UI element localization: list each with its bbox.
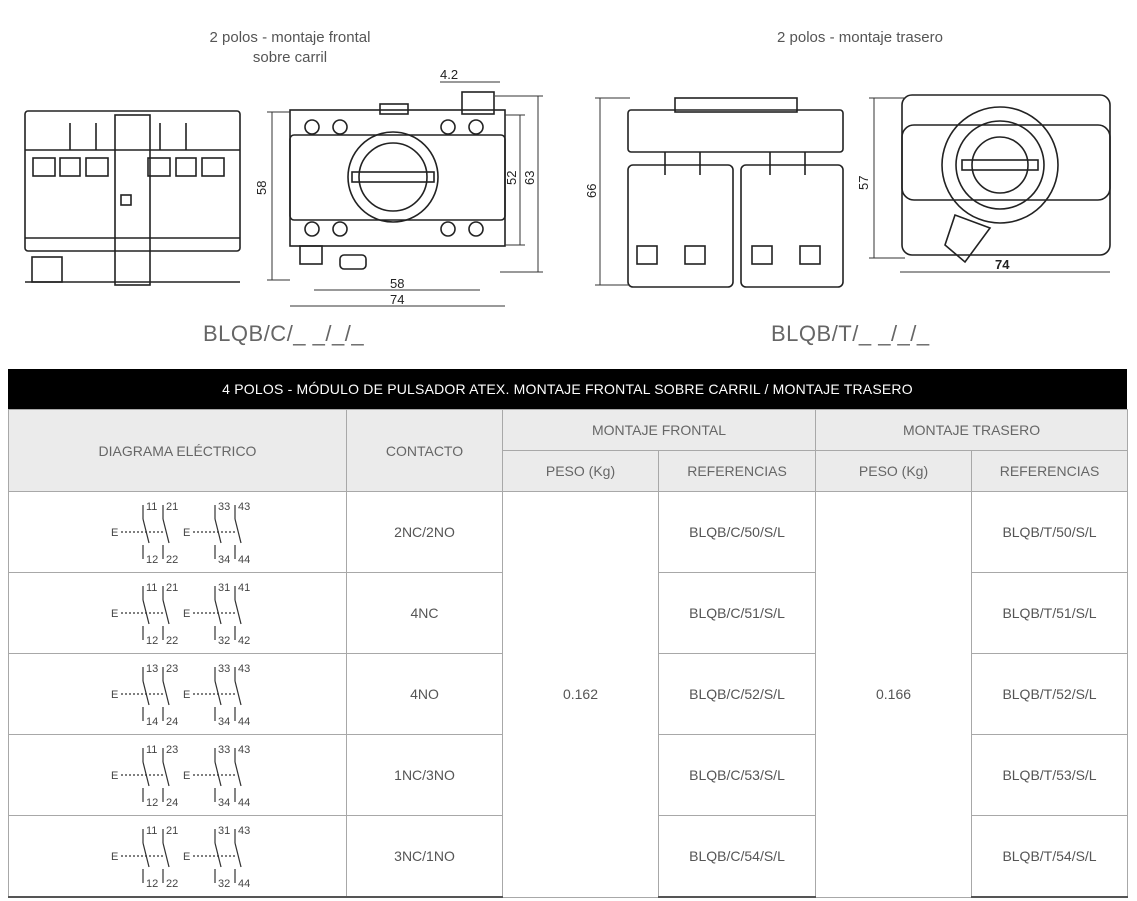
contact-cell: 4NO	[347, 654, 503, 735]
terminal-top-label: 43	[237, 663, 250, 675]
diagram-e-label: E	[182, 770, 190, 782]
front-front-view	[290, 92, 505, 269]
diagram-e-label: E	[110, 851, 118, 863]
terminal-bottom-label: 22	[165, 554, 178, 566]
electrical-diagram	[103, 578, 253, 648]
dim-52: 52	[504, 170, 519, 185]
terminal-bottom-label: 44	[237, 797, 250, 809]
terminal-top-label: 21	[165, 501, 178, 513]
header-rear-weight: PESO (Kg)	[816, 451, 972, 492]
terminal-top-label: 13	[145, 663, 158, 675]
dim-66: 66	[584, 183, 599, 198]
terminal-top-label: 11	[145, 501, 157, 513]
diagram-e-label: E	[110, 689, 118, 701]
terminal-top-label: 21	[165, 582, 178, 594]
front-reference-cell: BLQB/C/50/S/L	[659, 492, 816, 573]
front-reference-cell: BLQB/C/52/S/L	[659, 654, 816, 735]
dim-57: 57	[856, 175, 871, 190]
terminal-bottom-label: 14	[145, 716, 158, 728]
contact-cell: 3NC/1NO	[347, 816, 503, 898]
contact-cell: 4NC	[347, 573, 503, 654]
terminal-top-label: 31	[217, 582, 230, 594]
terminal-bottom-label: 44	[237, 716, 250, 728]
terminal-top-label: 33	[217, 663, 230, 675]
terminal-bottom-label: 24	[165, 716, 178, 728]
diagram-e-label: E	[110, 608, 118, 620]
header-rear-group: MONTAJE TRASERO	[816, 410, 1128, 451]
rear-model-code: BLQB/T/_ _/_/_	[771, 321, 930, 346]
diagram-e-label: E	[182, 851, 190, 863]
terminal-top-label: 41	[237, 582, 250, 594]
dim-58-width: 58	[390, 276, 405, 291]
diagram-cell	[9, 654, 347, 735]
front-caption-line1: 2 polos - montaje frontal	[209, 29, 371, 46]
terminal-top-label: 11	[145, 825, 157, 837]
terminal-bottom-label: 34	[217, 716, 230, 728]
terminal-top-label: 33	[217, 501, 230, 513]
terminal-top-label: 11	[145, 582, 157, 594]
terminal-bottom-label: 34	[217, 797, 230, 809]
terminal-top-label: 33	[217, 744, 230, 756]
header-contact: CONTACTO	[347, 410, 503, 492]
electrical-diagram	[103, 659, 253, 729]
diagram-e-label: E	[182, 608, 190, 620]
table-title: 4 POLOS - MÓDULO DE PULSADOR ATEX. MONTAJE FRONTAL SOBRE CARRIL / MONTAJE TRASERO	[8, 369, 1127, 409]
rear-reference-cell: BLQB/T/54/S/L	[972, 816, 1128, 898]
terminal-top-label: 11	[145, 744, 157, 756]
contact-cell: 2NC/2NO	[347, 492, 503, 573]
front-reference-cell: BLQB/C/53/S/L	[659, 735, 816, 816]
terminal-bottom-label: 12	[145, 797, 158, 809]
terminal-top-label: 23	[165, 744, 178, 756]
dim-74-rear: 74	[995, 257, 1010, 272]
header-front-group: MONTAJE FRONTAL	[503, 410, 816, 451]
dim-74-front: 74	[390, 292, 405, 307]
terminal-top-label: 43	[237, 501, 250, 513]
spec-table	[8, 409, 1128, 898]
terminal-top-label: 21	[165, 825, 178, 837]
front-model-code: BLQB/C/_ _/_/_	[203, 321, 365, 346]
diagram-e-label: E	[182, 689, 190, 701]
spec-table-section	[8, 369, 1127, 898]
terminal-top-label: 23	[165, 663, 178, 675]
front-reference-cell: BLQB/C/54/S/L	[659, 816, 816, 898]
header-front-references: REFERENCIAS	[659, 451, 816, 492]
front-caption-line2: sobre carril	[252, 49, 328, 66]
header-front-weight: PESO (Kg)	[503, 451, 659, 492]
terminal-bottom-label: 32	[217, 635, 230, 647]
technical-drawings	[0, 0, 1137, 360]
rear-reference-cell: BLQB/T/53/S/L	[972, 735, 1128, 816]
terminal-top-label: 43	[237, 744, 250, 756]
table-row	[9, 492, 1128, 573]
terminal-bottom-label: 34	[217, 554, 230, 566]
rear-reference-cell: BLQB/T/52/S/L	[972, 654, 1128, 735]
front-weight-cell: 0.162	[503, 492, 659, 898]
diagram-e-label: E	[110, 527, 118, 539]
rear-weight-cell: 0.166	[816, 492, 972, 898]
terminal-bottom-label: 22	[165, 635, 178, 647]
contact-cell: 1NC/3NO	[347, 735, 503, 816]
terminal-top-label: 31	[217, 825, 230, 837]
front-side-view	[25, 111, 240, 285]
terminal-bottom-label: 12	[145, 635, 158, 647]
diagram-cell	[9, 816, 347, 898]
terminal-bottom-label: 24	[165, 797, 178, 809]
dim-4-2: 4.2	[440, 67, 459, 82]
dim-63: 63	[522, 170, 537, 185]
rear-reference-cell: BLQB/T/50/S/L	[972, 492, 1128, 573]
diagram-e-label: E	[182, 527, 190, 539]
diagram-cell	[9, 735, 347, 816]
diagram-e-label: E	[110, 770, 118, 782]
rear-side-view	[628, 98, 843, 287]
front-reference-cell: BLQB/C/51/S/L	[659, 573, 816, 654]
electrical-diagram	[103, 497, 253, 567]
terminal-bottom-label: 12	[145, 878, 158, 890]
header-diagram: DIAGRAMA ELÉCTRICO	[9, 410, 347, 492]
terminal-top-label: 43	[237, 825, 250, 837]
rear-caption: 2 polos - montaje trasero	[777, 29, 943, 46]
terminal-bottom-label: 42	[237, 635, 250, 647]
terminal-bottom-label: 22	[165, 878, 178, 890]
dim-58-height: 58	[254, 180, 269, 195]
rear-reference-cell: BLQB/T/51/S/L	[972, 573, 1128, 654]
diagram-cell	[9, 492, 347, 573]
electrical-diagram	[103, 821, 253, 891]
header-rear-references: REFERENCIAS	[972, 451, 1128, 492]
terminal-bottom-label: 32	[217, 878, 230, 890]
diagram-cell	[9, 573, 347, 654]
electrical-diagram	[103, 740, 253, 810]
rear-back-view	[902, 95, 1110, 262]
terminal-bottom-label: 44	[237, 554, 250, 566]
terminal-bottom-label: 44	[237, 878, 250, 890]
terminal-bottom-label: 12	[145, 554, 158, 566]
